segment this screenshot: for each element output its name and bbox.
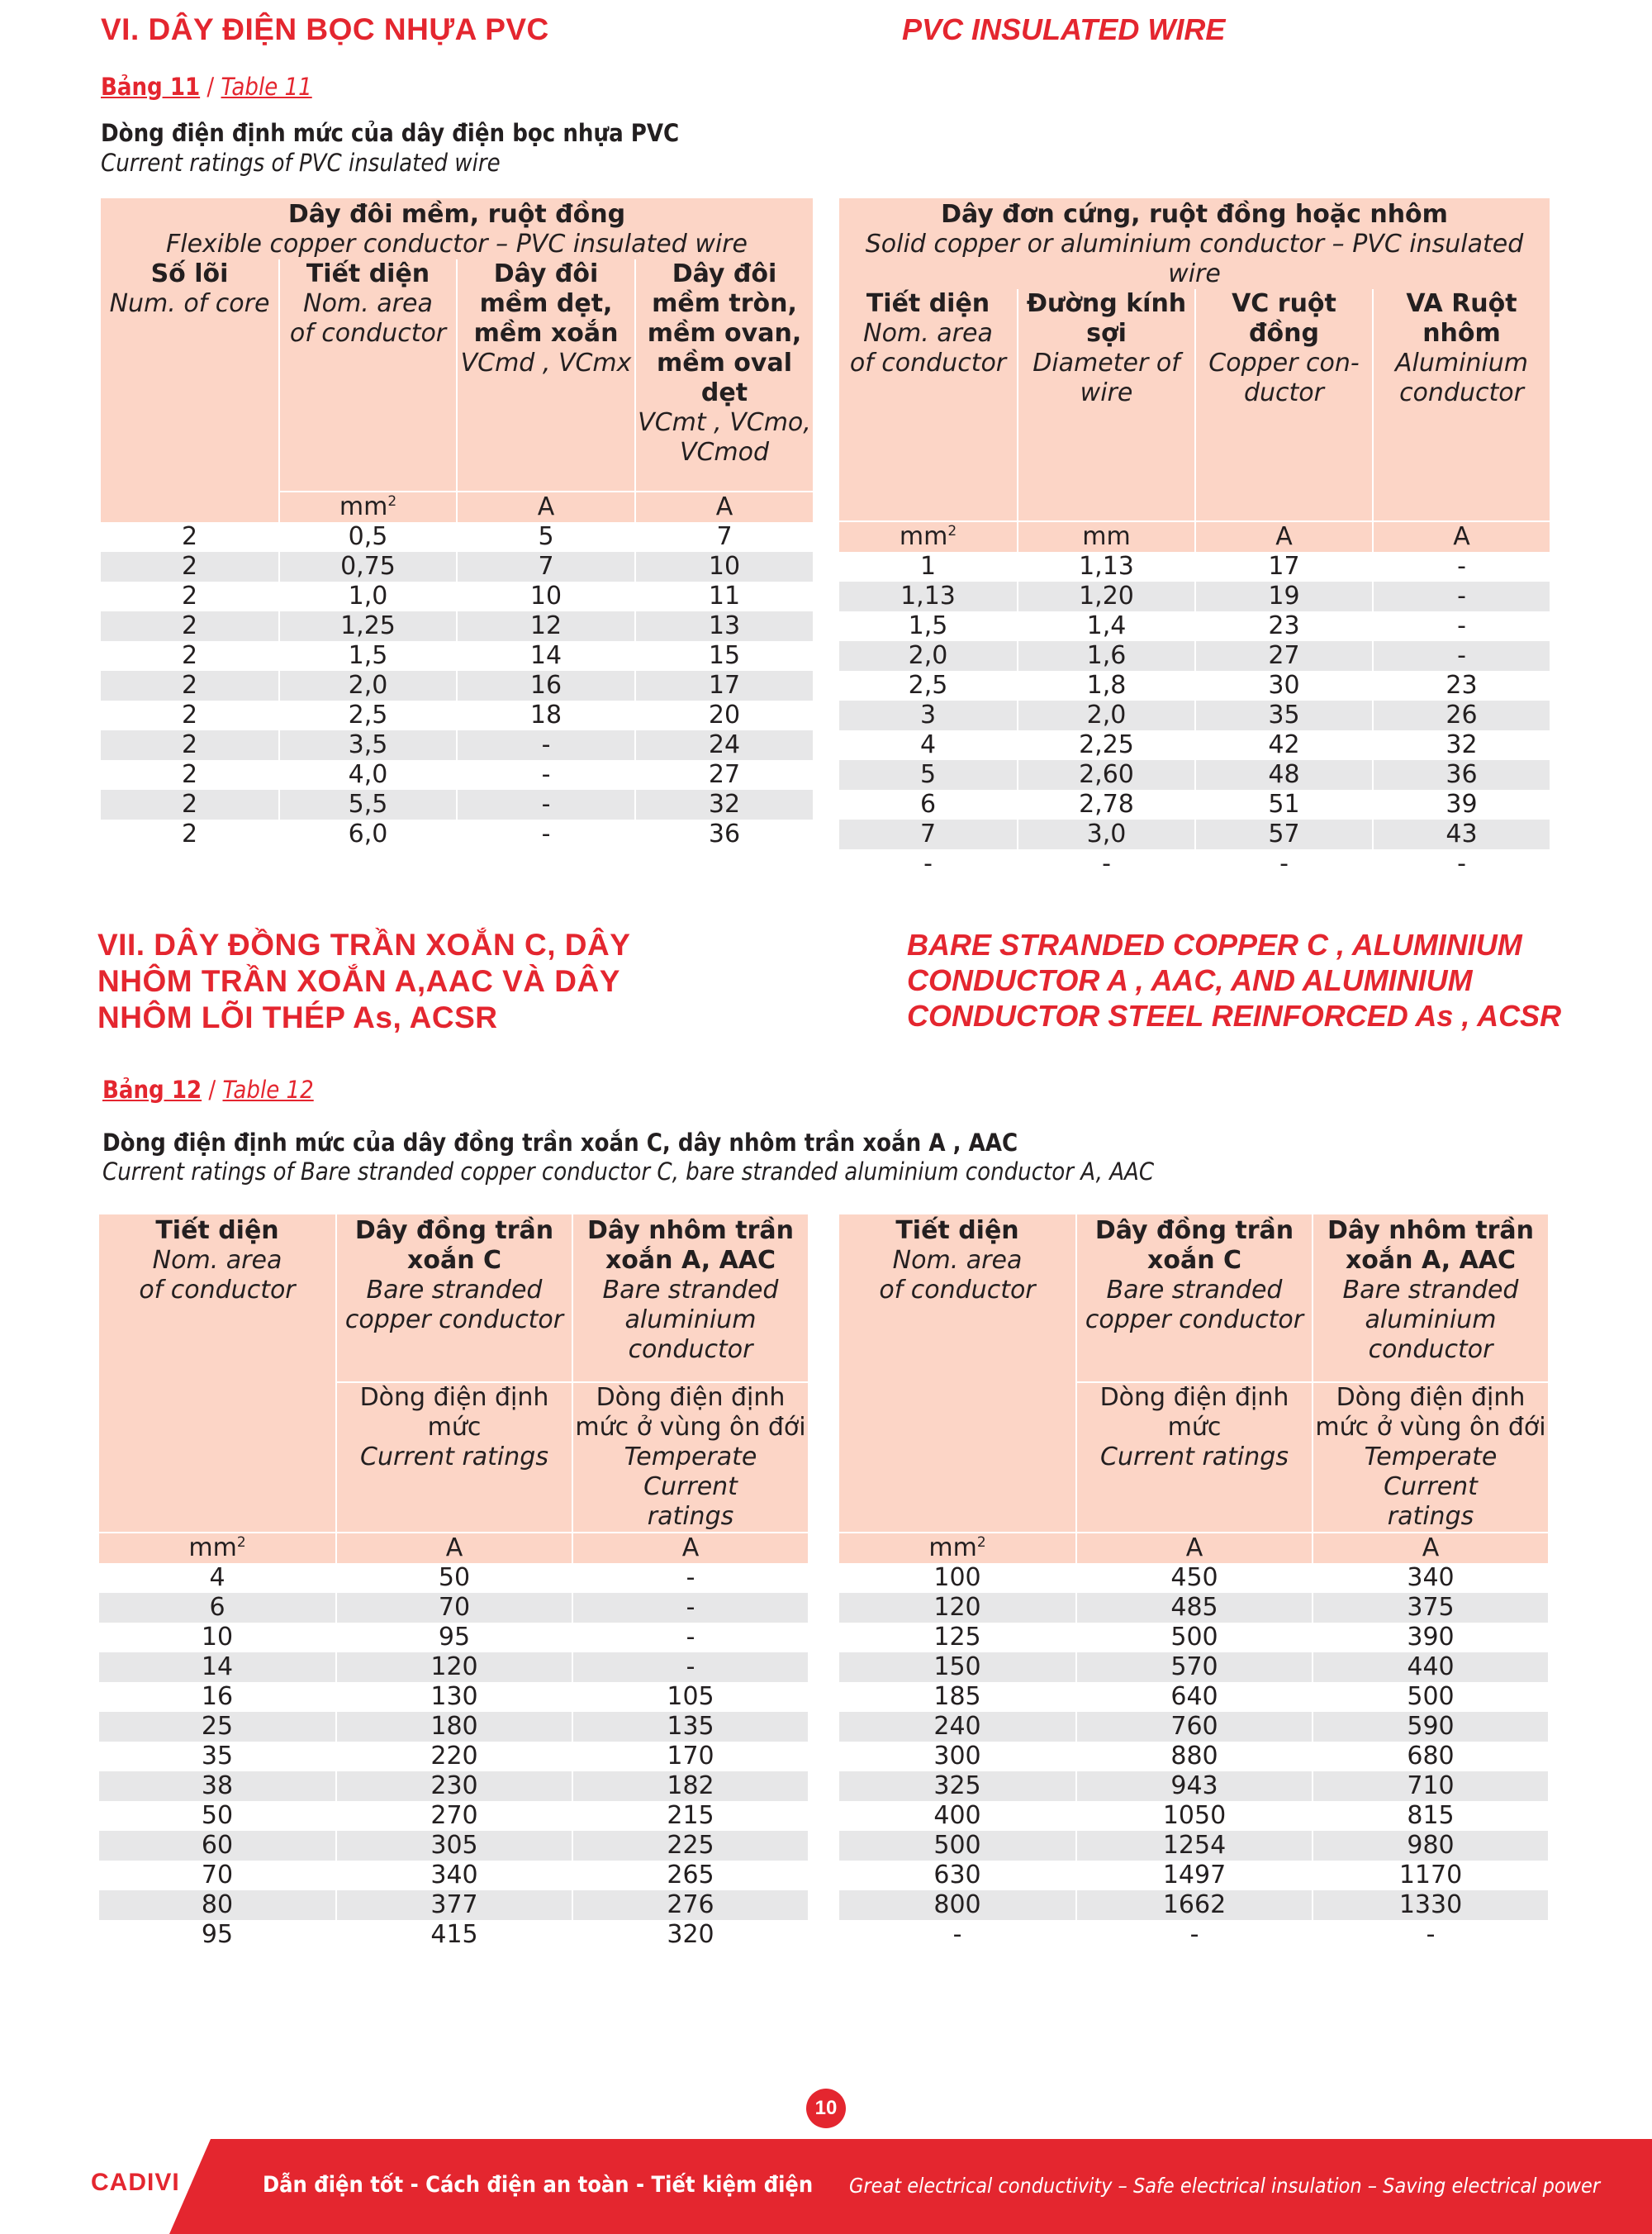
table-cell: 130 [335,1682,572,1712]
brand-logo: CADIVI [91,2169,180,2196]
table-cell: 3,0 [1017,820,1194,849]
table-row [99,1623,808,1652]
table-cell: 16 [456,671,634,701]
table-cell: 1,5 [908,611,948,640]
table-cell: 48 [1194,760,1372,790]
table-cell: 305 [335,1831,572,1861]
table-cell: 1,8 [1017,671,1194,701]
table-cell: - [923,849,933,878]
table-cell: 2 [181,701,198,730]
table-cell: 276 [572,1890,808,1920]
table-row [839,1801,1548,1831]
table-cell: 10 [456,582,634,611]
unit-cell: $mm^2$ [839,1532,1075,1563]
sub-current-ratings: Dòng điện định [359,1383,549,1412]
table-row [101,671,813,701]
slogan-en: Great electrical conductivity – Safe electrical insulation – Saving electrical power [849,2174,1601,2198]
table-cell: 4 [919,730,937,759]
table-cell: 400 [933,1801,981,1830]
table-row [99,1920,808,1950]
table-12-label: Bảng 12 / Table 12 [102,1076,314,1104]
table-cell: 215 [572,1801,808,1831]
table-cell: 13 [634,611,813,641]
table-cell: - [572,1652,808,1682]
table-cell: 10 [634,552,813,582]
table-cell: 30 [1194,671,1372,701]
table-cell: 2 [101,611,278,641]
table-cell: 6,0 [278,820,456,849]
group-header: Dây đôi mềm, ruột đồng [287,200,626,229]
table-cell: 17 [634,671,813,701]
table-cell: - [1194,849,1372,879]
table-cell: 25 [99,1712,335,1742]
table-row [839,552,1550,582]
table-row [101,552,813,582]
table-cell: 32 [1372,730,1550,760]
table-cell: 4,0 [278,760,456,790]
table-row [101,820,813,849]
table-cell: - [456,790,634,820]
table-cell: 1662 [1075,1890,1312,1920]
table-row [839,1861,1548,1890]
table-cell: 340 [335,1861,572,1890]
table-cell: 1330 [1312,1890,1548,1920]
table-row [839,1831,1548,1861]
table-row [839,1652,1548,1682]
table-cell: 630 [933,1861,981,1889]
table-cell: - [1372,611,1550,641]
table-cell: 5 [839,760,1017,790]
table-cell: - [1372,641,1550,671]
table-cell: 1,6 [1017,641,1194,671]
table-cell: 80 [99,1890,335,1920]
col-wire-diameter: Đường kính [1026,289,1187,318]
table-cell: 19 [1194,582,1372,611]
table-cell: 320 [572,1920,808,1950]
table-row [101,730,813,760]
table-cell: 2 [101,730,278,760]
sub-temperate-ratings: Dòng điện định [596,1383,786,1412]
sub-temperate-ratings: Dòng điện định [1336,1383,1526,1412]
table-cell: - [456,820,634,849]
table-row [99,1652,808,1682]
table-cell: 17 [1194,552,1372,582]
unit-cell: A [572,1532,808,1563]
table-cell: 800 [839,1890,1075,1920]
table-cell: 225 [572,1831,808,1861]
table-row [839,671,1550,701]
table-cell: 375 [1312,1593,1548,1623]
table-row [839,582,1550,611]
table-cell: 100 [933,1563,981,1592]
table-cell: 10 [201,1623,234,1652]
table-cell: 36 [634,820,813,849]
table-row [101,790,813,820]
table-cell: 1 [919,552,937,581]
group-header-en: Flexible copper conductor – PVC insulated wire [166,230,748,259]
table-cell: 240 [839,1712,1075,1742]
table-cell: 980 [1312,1831,1548,1861]
table-cell: 23 [1372,671,1550,701]
table-cell: 500 [1075,1623,1312,1652]
unit-cell: $mm^2$ [99,1532,335,1563]
table-row [99,1831,808,1861]
table-row [99,1742,808,1771]
table-cell: 230 [335,1771,572,1801]
table-row [99,1771,808,1801]
table-cell: 185 [933,1682,981,1711]
unit-cell: $mm^2$ [278,491,456,522]
col-aluminium-a: Dây nhôm trần [1327,1216,1534,1245]
table-cell: 120 [839,1593,1075,1623]
table-row [839,641,1550,671]
table-row [99,1861,808,1890]
table-row [839,1920,1548,1950]
table-cell: 26 [1372,701,1550,730]
table-11-flexible-copper: Dây đôi mềm, ruột đồng Flexible copper conductor – PVC insulated wire Số lõi Num. of core Tiết diện Nom. area of conductor Dây đôi mềm dẹt, mềm xoắn VCmd , VCmx Dây đôi mềm tròn, mềm ovan, mềm oval dẹt VCmt , VCmo, VCmod $mm^2$ A A 2 0,5 5 7 2 0,75 7 10 2 1,0 10 11 2 1,25 12 13 2 1,5 14 15 2 2,0 16 17 2 2,5 18 20 2 3,5 - 24 2 4,0 - 27 2 5,5 - 32 2 6,0 - 36 [101,198,813,849]
table-cell: 70 [335,1593,572,1623]
table-cell: 50 [201,1801,234,1830]
table-row [839,1742,1548,1771]
table-cell: 95 [335,1623,572,1652]
table-row [99,1890,808,1920]
table-cell: 1,20 [1017,582,1194,611]
table-cell: 20 [634,701,813,730]
table-12-left: Tiết diện Nom. area of conductor Dây đồng trần xoắn C Bare stranded copper conductor Dây nhôm trần xoắn A, AAC Bare stranded aluminium conductor Dòng điện định mức Current ratings Dòng điện định mức ở vùng ôn đới Temperate Current ratings $mm^2$ A A 4 50 - 6 70 - 10 95 - 14 120 - 16 130 105 25 180 135 35 220 170 38 230 182 50 270 215 60 305 225 70 340 265 80 377 276 95 415 320 [99,1214,808,1950]
table-row [839,760,1550,790]
table-row [101,522,813,552]
table-row [99,1801,808,1831]
table-cell: - [1075,1920,1312,1950]
table-cell: 220 [335,1742,572,1771]
table-cell: 2,78 [1017,790,1194,820]
table-cell: 182 [572,1771,808,1801]
table-cell: 2 [181,641,198,670]
table-cell: 500 [839,1831,1075,1861]
table-12-right: Tiết diện Nom. area of conductor Dây đồng trần xoắn C Bare stranded copper conductor Dây nhôm trần xoắn A, AAC Bare stranded aluminium conductor Dòng điện định mức Current ratings Dòng điện định mức ở vùng ôn đới Temperate Current ratings $mm^2$ A A 100 450 340 120 485 375 125 500 390 150 570 440 185 640 500 240 760 590 300 880 680 325 943 710 400 1050 815 500 1254 980 630 1497 1170 800 1662 1330 - - - [839,1214,1548,1950]
table-cell: 5,5 [278,790,456,820]
table-12-caption: Dòng điện định mức của dây đồng trần xoắn C, dây nhôm trần xoắn A , AAC [102,1129,1018,1157]
table-cell: 57 [1194,820,1372,849]
table-row [839,611,1550,641]
table-cell: 325 [839,1771,1075,1801]
unit-cell: A [1194,520,1372,552]
table-cell: 1,4 [1017,611,1194,641]
table-cell: 1170 [1312,1861,1548,1890]
table-row [101,641,813,671]
table-row [839,790,1550,820]
col-aluminium-a: Dây nhôm trần [587,1216,794,1245]
table-cell: 150 [839,1652,1075,1682]
table-row [839,849,1550,879]
table-cell: 2,25 [1017,730,1194,760]
table-cell: - [572,1563,808,1593]
table-cell: 11 [634,582,813,611]
table-cell: 50 [335,1563,572,1593]
col-nom-area: Tiết diện [155,1216,279,1245]
table-cell: 2 [181,582,198,611]
table-cell: 180 [335,1712,572,1742]
table-cell: 39 [1372,790,1550,820]
page-number-badge [806,2089,846,2128]
table-cell: 7 [456,552,634,582]
table-cell: 6 [99,1593,335,1623]
table-cell: 27 [634,760,813,790]
table-cell: 590 [1312,1712,1548,1742]
group-header-en: Solid copper or aluminium conductor – PVC insulated wire [865,230,1524,288]
table-cell: - [456,730,634,760]
table-row [839,1563,1548,1593]
table-row [99,1563,808,1593]
table-cell: 32 [634,790,813,820]
table-cell: 135 [572,1712,808,1742]
table-cell: 3 [839,701,1017,730]
table-cell: 1,13 [839,582,1017,611]
table-cell: 95 [201,1920,234,1949]
unit-cell: mm [1017,520,1194,552]
table-cell: 24 [634,730,813,760]
section-6-title-en: PVC INSULATED WIRE [902,12,1226,46]
table-row [839,1771,1548,1801]
table-row [839,1890,1548,1920]
table-cell: - [1372,582,1550,611]
table-cell: 7 [839,820,1017,849]
table-cell: 1,5 [278,641,456,671]
table-cell: 640 [1075,1682,1312,1712]
table-cell: 4 [209,1563,225,1592]
table-cell: - [1312,1920,1548,1950]
col-copper-c: Dây đồng trần [1094,1216,1294,1245]
table-cell: 2 [101,790,278,820]
table-cell: 265 [572,1861,808,1890]
table-cell: 12 [456,611,634,641]
table-cell: 2,0 [839,641,1017,671]
col-num-core-en: Num. of core [109,289,270,318]
table-row [839,1593,1548,1623]
table-cell: 0,75 [278,552,456,582]
table-cell: 18 [456,701,634,730]
table-cell: 70 [201,1861,234,1889]
table-cell: 2 [181,760,198,789]
unit-cell: A [1372,520,1550,552]
table-cell: 680 [1312,1742,1548,1771]
col-copper: VC ruột đồng [1232,289,1336,348]
section-6-title: VI. DÂY ĐIỆN BỌC NHỰA PVC [101,12,549,46]
table-11-solid-conductor: Dây đơn cứng, ruột đồng hoặc nhôm Solid copper or aluminium conductor – PVC insulated wire Tiết diện Nom. area of conductor Đường kính sợi Diameter of wire VC ruột đồng Copper con- ductor VA Ruột nhôm Aluminium conductor $mm^2$ mm A A 1 1,13 17 - 1,13 1,20 19 - 1,5 1,4 23 - 2,0 1,6 27 - 2,5 1,8 30 23 3 2,0 35 26 4 2,25 42 32 5 2,60 48 36 6 2,78 51 39 7 3,0 57 43 - - - - [839,198,1550,879]
table-cell: 270 [335,1801,572,1831]
table-cell: - [1372,552,1550,582]
table-cell: 27 [1194,641,1372,671]
section-7-title-en: BARE STRANDED COPPER C , ALUMINIUM CONDUCTOR A , AAC, AND ALUMINIUM CONDUCTOR STEEL REINFORCED As , ACSR [907,928,1562,1033]
table-row [839,730,1550,760]
table-cell: 23 [1194,611,1372,641]
table-cell: 36 [1372,760,1550,790]
footer-bar [0,2139,1652,2234]
table-cell: 15 [634,641,813,671]
unit-cell: A [335,1532,572,1563]
table-cell: 2 [181,522,198,551]
table-11-caption-en: Current ratings of PVC insulated wire [101,149,501,177]
table-11-label: Bảng 11 / Table 11 [101,73,312,101]
table-cell: 390 [1312,1623,1548,1652]
col-flat-twisted: Dây đôi [493,259,599,288]
table-cell: 7 [634,522,813,552]
unit-cell [101,491,278,522]
table-cell: 1,25 [278,611,456,641]
table-cell: - [456,760,634,790]
table-cell: 0,5 [278,522,456,552]
table-row [101,582,813,611]
table-row [839,820,1550,849]
table-cell: 125 [933,1623,981,1652]
table-cell: 2,5 [278,701,456,730]
table-cell: 710 [1312,1771,1548,1801]
table-cell: 60 [99,1831,335,1861]
section-7-title: VII. DÂY ĐỒNG TRẦN XOẮN C, DÂY NHÔM TRẦN XOẮN A,AAC VÀ DÂY NHÔM LÕI THÉP As, ACSR [97,928,631,1034]
col-aluminium: VA Ruột [1406,289,1517,318]
table-cell: 3,5 [278,730,456,760]
table-cell: 415 [335,1920,572,1950]
table-cell: 105 [572,1682,808,1712]
table-cell: 815 [1312,1801,1548,1831]
unit-cell: $mm^2$ [839,520,1017,552]
table-cell: 440 [1312,1652,1548,1682]
table-cell: 5 [456,522,634,552]
table-cell: 35 [1194,701,1372,730]
table-row [839,1623,1548,1652]
unit-cell: A [456,491,634,522]
table-cell: 6 [919,790,937,819]
table-cell: - [572,1593,808,1623]
table-cell: 485 [1075,1593,1312,1623]
table-cell: 120 [335,1652,572,1682]
table-cell: 2,5 [908,671,948,700]
table-12-caption-en: Current ratings of Bare stranded copper conductor C, bare stranded aluminium conductor A, AAC [102,1157,1155,1186]
table-cell: 2 [101,552,278,582]
unit-cell: A [1312,1532,1548,1563]
table-cell: - [952,1920,962,1949]
col-nom-area: Tiết diện [895,1216,1019,1245]
table-cell: 500 [1312,1682,1548,1712]
col-copper-c: Dây đồng trần [354,1216,554,1245]
col-nom-area: Tiết diện [306,259,430,288]
table-cell: 2,60 [1017,760,1194,790]
table-cell: 42 [1194,730,1372,760]
table-row [839,1682,1548,1712]
page-number: 10 [814,2097,838,2119]
table-cell: 880 [1075,1742,1312,1771]
col-num-core: Số lõi [150,259,229,288]
table-cell: 1050 [1075,1801,1312,1831]
table-11-caption: Dòng điện định mức của dây điện bọc nhựa PVC [101,119,680,147]
col-round-oval: Dây đôi [672,259,777,288]
table-row [101,701,813,730]
group-header: Dây đơn cứng, ruột đồng hoặc nhôm [941,200,1448,229]
table-row [839,701,1550,730]
sub-current-ratings: Dòng điện định [1099,1383,1289,1412]
table-cell: 943 [1075,1771,1312,1801]
table-cell: 1254 [1075,1831,1312,1861]
table-cell: 450 [1075,1563,1312,1593]
table-cell: 377 [335,1890,572,1920]
table-cell: 2 [101,671,278,701]
table-cell: 14 [456,641,634,671]
slogan-vi: Dẫn điện tốt - Cách điện an toàn - Tiết kiệm điện [263,2172,814,2198]
table-cell: 170 [572,1742,808,1771]
table-cell: 340 [1312,1563,1548,1593]
table-cell: 35 [201,1742,234,1771]
table-cell: 51 [1194,790,1372,820]
col-nom-area: Tiết diện [866,289,990,318]
table-cell: 1,13 [1017,552,1194,582]
table-cell: 760 [1075,1712,1312,1742]
table-cell: 16 [201,1682,234,1711]
table-cell: 38 [99,1771,335,1801]
table-cell: 570 [1075,1652,1312,1682]
table-cell: 2 [181,820,198,848]
table-cell: 14 [99,1652,335,1682]
table-cell: - [1372,849,1550,879]
table-row [99,1682,808,1712]
table-row [839,1712,1548,1742]
table-cell: 1,0 [278,582,456,611]
table-row [99,1593,808,1623]
table-row [101,611,813,641]
table-cell: - [572,1623,808,1652]
table-cell: 2,0 [278,671,456,701]
table-cell: 1497 [1075,1861,1312,1890]
table-row [99,1712,808,1742]
unit-cell: A [1075,1532,1312,1563]
unit-cell: A [634,491,813,522]
table-cell: 300 [933,1742,981,1771]
table-cell: - [1017,849,1194,879]
table-cell: 2,0 [1017,701,1194,730]
table-row [101,760,813,790]
table-cell: 43 [1372,820,1550,849]
